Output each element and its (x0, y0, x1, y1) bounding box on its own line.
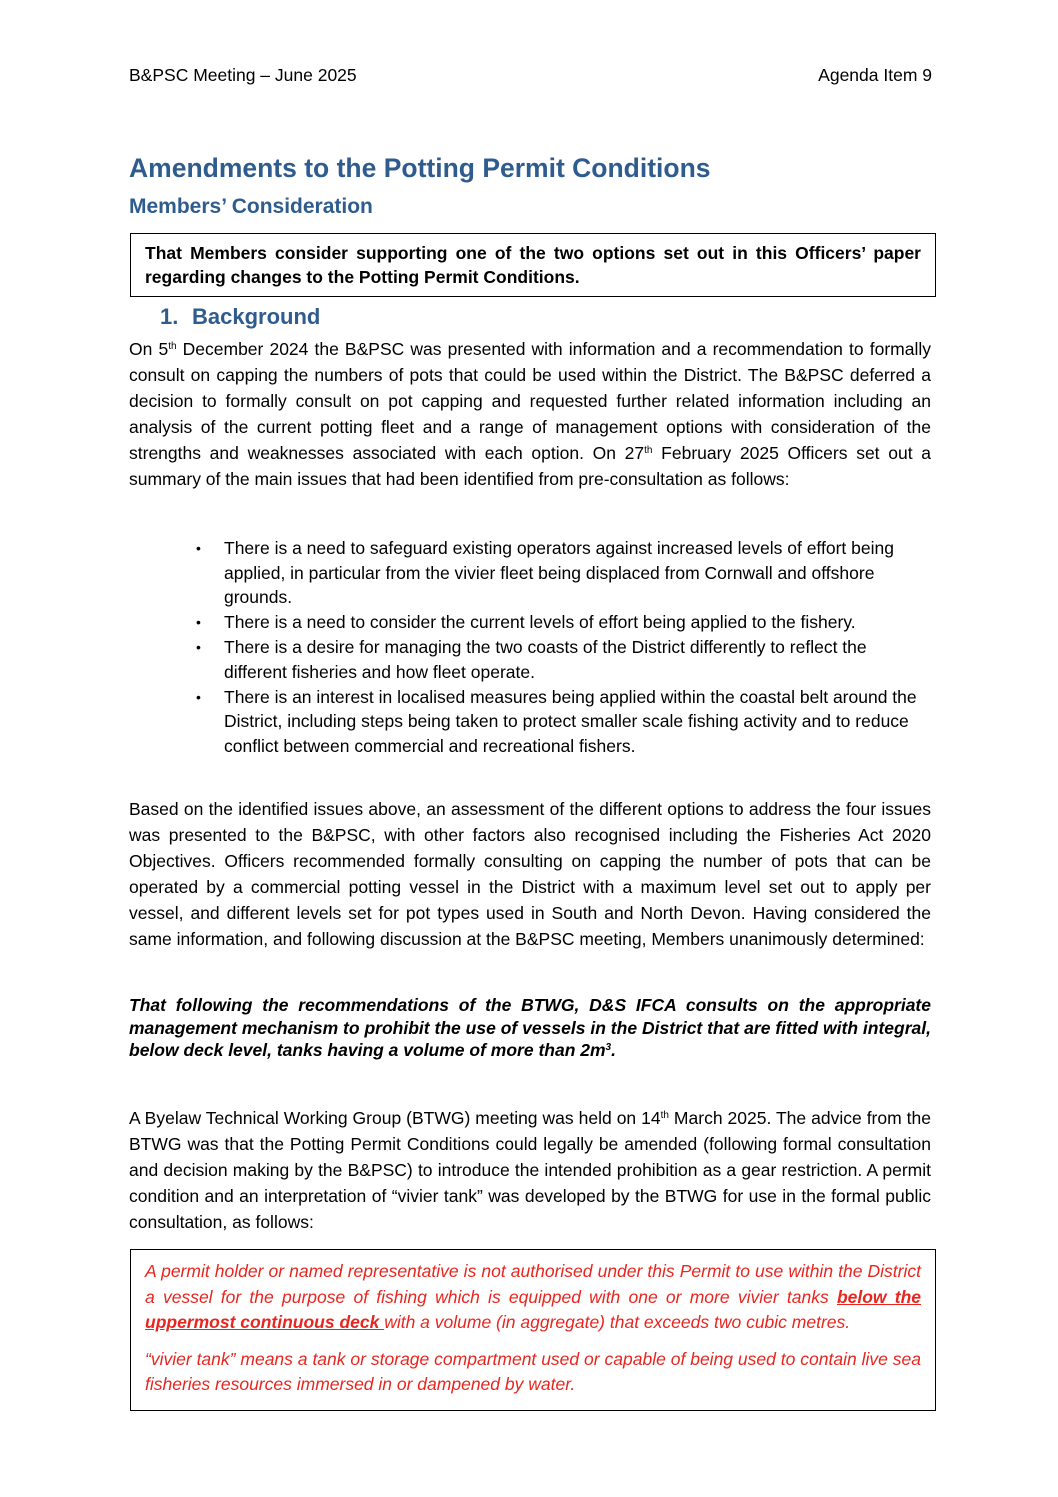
para1-sup-2: th (644, 445, 653, 456)
btwg-paragraph (129, 1105, 931, 1235)
permit-condition-text (145, 1259, 921, 1336)
para1-text-a: On 5 (129, 339, 169, 359)
bullet-icon: • (196, 639, 201, 655)
members-resolution (129, 994, 931, 1062)
recommendation-box: That Members consider supporting one of the two options set out in this Officers’ paper regarding changes to the Potting Permit Conditions. (130, 233, 936, 297)
list-item (190, 536, 930, 610)
para1-text-b: December 2024 the B&PSC was presented with information and a recommendation to formally consult on capping the numbers of pots that could be used within the District. The B&PSC deferred a decision to formally consult on pot capping and requested further related information including an analysis of the current potting fleet and a range of management options with consideration of the strengths and weaknesses associated with each option. On 27 (129, 339, 931, 463)
section-title: Background (192, 304, 321, 329)
issues-list (190, 536, 930, 759)
section-heading-background (160, 304, 320, 330)
list-item-text: There is an interest in localised measures being applied within the coastal belt around the District, including steps being taken to protect smaller scale fishing activity and to reduce conflict between commercial and recreational fishers. (224, 686, 917, 756)
para1-text-c: February 2025 Officers set out a summary of the main issues that had been identified from pre-consultation as follows: (129, 443, 931, 489)
page-subtitle: Members’ Consideration (129, 195, 373, 218)
background-paragraph (129, 336, 931, 492)
resolution-end: . (611, 1040, 616, 1060)
list-item (190, 610, 930, 635)
page-title: Amendments to the Potting Permit Conditions (129, 153, 711, 183)
list-item (190, 635, 930, 684)
para3-sup: th (660, 1110, 669, 1121)
para3-text-b: March 2025. The advice from the BTWG was that the Potting Permit Conditions could legally be amended (following formal consultation and decision making by the B&PSC) to introduce the intended prohibition as a gear restriction. A permit condition and an interpretation of “vivier tank” was developed by the BTWG for use in the formal public consultation, as follows: (129, 1108, 931, 1232)
condition-text-b: with a volume (in aggregate) that exceeds two cubic metres. (384, 1312, 851, 1332)
para3-text-a: A Byelaw Technical Working Group (BTWG) meeting was held on 14 (129, 1108, 661, 1128)
resolution-text: That following the recommendations of the BTWG, D&S IFCA consults on the appropriate management mechanism to prohibit the use of vessels in the District that are fitted with integral, below deck level, tanks having a volume of more than 2m (129, 995, 931, 1060)
bullet-icon: • (196, 540, 201, 556)
list-item (190, 685, 930, 759)
assessment-paragraph: Based on the identified issues above, an assessment of the different options to address the four issues was presented to the B&PSC, with other factors also recognised including the Fisheries Act 2020 Objectives. Officers recommended formally consulting on capping the number of pots that can be operated by a commercial potting vessel in the District with a maximum level set out to apply per vessel, and different levels set for pot types used in South and North Devon. Having considered the same information, and following discussion at the B&PSC meeting, Members unanimously determined: (129, 799, 931, 949)
header-agenda-item: Agenda Item 9 (818, 65, 932, 85)
header-meeting: B&PSC Meeting – June 2025 (129, 65, 357, 85)
list-item-text: There is a need to safeguard existing operators against increased levels of effort being applied, in particular from the vivier fleet being displaced from Cornwall and offshore grounds. (224, 538, 894, 607)
bullet-icon: • (196, 688, 201, 705)
condition-text-a: A permit holder or named representative is not authorised under this Permit to use within the District a vessel for the purpose of fishing which is equipped with one or more vivier tanks (145, 1261, 921, 1307)
list-item-text: There is a need to consider the current levels of effort being applied to the fishery. (224, 612, 856, 632)
para1-sup-1: th (168, 341, 177, 352)
permit-condition-box (130, 1249, 936, 1411)
section-number: 1. (160, 304, 179, 329)
list-item-text: There is a desire for managing the two coasts of the District differently to reflect the different fisheries and how fleet operate. (224, 637, 867, 682)
bullet-icon: • (196, 614, 201, 630)
vivier-tank-definition: “vivier tank” means a tank or storage compartment used or capable of being used to contain live sea fisheries resources immersed in or dampened by water. (145, 1348, 921, 1394)
condition-emphasis: below the uppermost continuous deck (145, 1286, 921, 1332)
resolution-sup: 3 (605, 1042, 612, 1053)
